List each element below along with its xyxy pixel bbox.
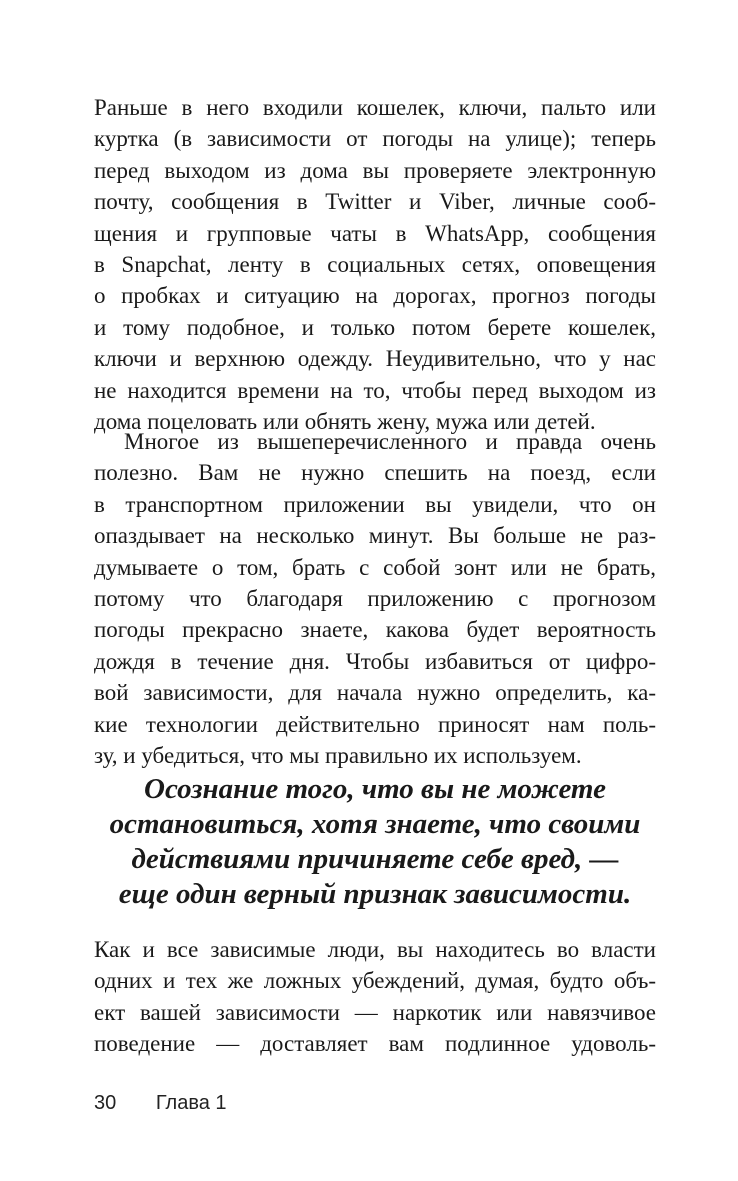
pull-quote — [60, 772, 690, 912]
pull-quote-line: остановиться, хотя знаете, что своими — [109, 808, 641, 840]
text-line: ект вашей зависимости — наркотик или навязчивое — [94, 999, 656, 1025]
text-line: погоды прекрасно знаете, какова будет вероятность — [94, 617, 656, 643]
text-line: потому что благодаря приложению с прогнозом — [94, 585, 656, 611]
text-line: перед выходом из дома вы проверяете электронную — [94, 157, 656, 183]
text-line: в Snapchat, ленту в социальных сетях, оповещения — [94, 251, 656, 277]
text-line: зу, и убедиться, что мы правильно их используем. — [94, 742, 582, 768]
chapter-label: Глава 1 — [155, 1092, 227, 1114]
text-line: Раньше в него входили кошелек, ключи, пальто или — [94, 95, 656, 120]
text-line: одних и тех же ложных убеждений, думая, будто объ- — [94, 968, 656, 994]
page-footer — [94, 1092, 227, 1115]
text-line: думываете о том, брать с собой зонт или не брать, — [94, 554, 656, 580]
paragraph-3 — [94, 934, 656, 1060]
paragraph-1 — [94, 92, 656, 437]
text-line: вой зависимости, для начала нужно определить, ка- — [94, 680, 656, 706]
text-line: полезно. Вам не нужно спешить на поезд, если — [94, 460, 656, 486]
text-line: о пробках и ситуацию на дорогах, прогноз погоды — [94, 283, 656, 309]
text-line: дома поцеловать или обнять жену, мужа или детей. — [94, 408, 596, 434]
text-line: дождя в течение дня. Чтобы избавиться от цифро- — [94, 648, 656, 674]
text-line: ключи и верхнюю одежду. Неудивительно, что у нас — [94, 346, 656, 372]
text-line: Многое из вышеперечисленного и правда очень — [124, 429, 656, 454]
text-line: опаздывает на несколько минут. Вы больше не раз- — [94, 523, 656, 549]
page-number: 30 — [94, 1092, 117, 1114]
pull-quote-line: действиями причиняете себе вред, — — [131, 843, 619, 875]
text-line: не находится времени на то, чтобы перед выходом из — [94, 377, 656, 403]
pull-quote-line: еще один верный признак зависимости. — [118, 878, 632, 910]
text-line: почту, сообщения в Twitter и Viber, личные сооб- — [94, 189, 656, 215]
pull-quote-line: Осознание того, что вы не можете — [144, 773, 606, 805]
text-line: и тому подобное, и только потом берете кошелек, — [94, 314, 656, 340]
text-line: щения и групповые чаты в WhatsApp, сообщения — [94, 220, 656, 246]
paragraph-2 — [94, 426, 656, 771]
text-line: Как и все зависимые люди, вы находитесь во власти — [94, 937, 656, 962]
text-line: кие технологии действительно приносят нам поль- — [94, 711, 656, 737]
text-line: в транспортном приложении вы увидели, что он — [94, 491, 656, 517]
text-line: поведение — доставляет вам подлинное удоволь- — [94, 1031, 656, 1057]
text-line: куртка (в зависимости от погоды на улице); теперь — [94, 126, 656, 152]
